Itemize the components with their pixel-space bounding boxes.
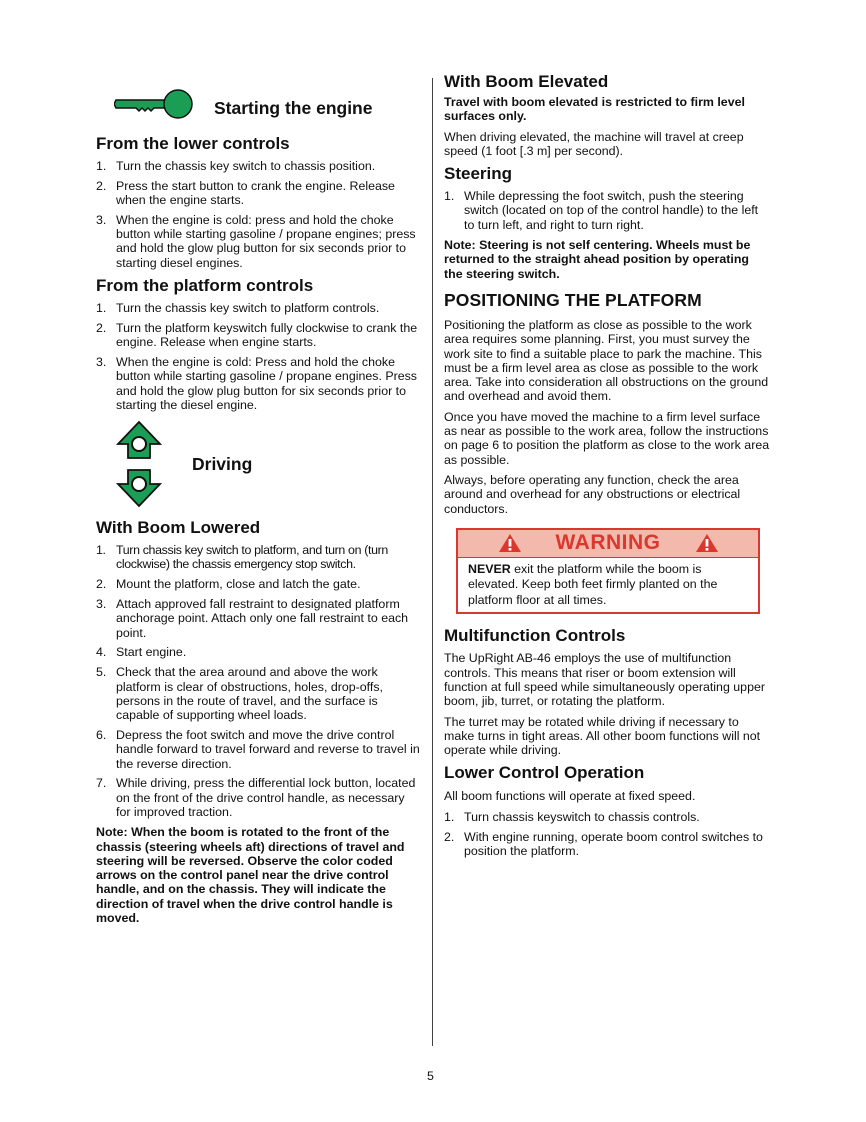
warning-triangle-icon — [695, 533, 719, 553]
list-item: 3. Attach approved fall restraint to designated platform anchorage point. Attach only one fall restraint to each point. — [96, 597, 409, 640]
list-item: 6. Depress the foot switch and move the drive control handle forward to travel forward and reverse to travel in the reverse direction. — [96, 727, 420, 771]
list-item: 1. Turn the chassis key switch to platform controls. — [96, 301, 380, 316]
steering-steps — [444, 189, 770, 232]
list-item: 7. While driving, press the differential lock button, located on the front of the drive control handle, as necessary for improved traction. — [96, 776, 416, 819]
right-column — [444, 72, 770, 864]
warning-triangle-icon — [498, 533, 522, 553]
elevated-restriction: Travel with boom elevated is restricted to firm level surfaces only. — [444, 95, 745, 124]
list-item: 3. When the engine is cold: Press and hold the choke button while starting gasoline / propane engines. Press and hold the glow plug button for six seconds prior to starting the diesel engine. — [96, 354, 418, 412]
multifunction-paragraph-1: The UpRight AB-46 employs the use of multifunction controls. This means that riser or boom extension will function at full speed while simultaneously operating upper boom, jib, turret, or rotating the platform. — [444, 651, 765, 709]
left-column — [96, 88, 422, 925]
list-item: 1. Turn chassis key switch to platform, and turn on (turn clockwise) the chassis emergency stop switch. — [96, 543, 388, 572]
key-icon — [114, 88, 194, 120]
driving-header — [116, 420, 422, 508]
warning-body — [458, 558, 758, 613]
warning-lead: NEVER — [468, 561, 511, 576]
list-item: 2. With engine running, operate boom control switches to position the platform. — [444, 829, 763, 858]
lower-control-operation-heading: Lower Control Operation — [444, 763, 645, 783]
platform-controls-steps — [96, 301, 422, 412]
steering-note: Note: Steering is not self centering. Wheels must be returned to the straight ahead position by operating the steering switch. — [444, 238, 751, 281]
drive-arrows-icon — [116, 420, 162, 508]
warning-box — [456, 528, 760, 615]
positioning-paragraph-2: Once you have moved the machine to a firm level surface as near as possible to the work area, follow the instructions on page 6 to position the platform as close to the work area as possible. — [444, 409, 770, 467]
boom-lowered-steps — [96, 543, 422, 819]
driving-title: Driving — [192, 453, 253, 474]
positioning-paragraph-3: Always, before operating any function, check the area around and overhead for any obstructions or electrical conductors. — [444, 472, 741, 516]
positioning-heading: POSITIONING THE PLATFORM — [444, 289, 702, 310]
warning-label: WARNING — [555, 531, 661, 555]
list-item: 5. Check that the area around and above the work platform is clear of obstructions, holes, drop-offs, persons in the route of travel, and the surface is capable of supporting wheel loads. — [96, 665, 383, 723]
page-number: 5 — [427, 1069, 434, 1083]
boom-lowered-heading: With Boom Lowered — [96, 518, 261, 538]
list-item: 1. Turn chassis keyswitch to chassis controls. — [444, 809, 700, 824]
boom-elevated-heading: With Boom Elevated — [444, 72, 609, 91]
lower-control-intro: All boom functions will operate at fixed speed. — [444, 789, 696, 804]
starting-engine-title: Starting the engine — [214, 97, 373, 118]
list-item: 1. Turn the chassis key switch to chassis position. — [96, 159, 376, 173]
list-item: 2. Turn the platform keyswitch fully clockwise to crank the engine. Release when engine starts. — [96, 320, 418, 350]
warning-text: exit the platform while the boom is elevated. Keep both feet firmly planted on the platform floor at all times. — [468, 561, 718, 607]
lower-control-steps — [444, 810, 770, 858]
lower-controls-heading: From the lower controls — [96, 134, 290, 153]
list-item: 3. When the engine is cold: press and hold the choke button while starting gasoline / propane engines; press and hold the glow plug button for six seconds prior to starting diesel engines. — [96, 212, 416, 270]
multifunction-paragraph-2: The turret may be rotated while driving if necessary to make turns in tight areas. All other boom functions will not operate while driving. — [444, 714, 761, 758]
list-item: 2. Press the start button to crank the engine. Release when the engine starts. — [96, 178, 395, 208]
lower-controls-steps — [96, 159, 422, 270]
elevated-speed-text: When driving elevated, the machine will travel at creep speed (1 foot [.3 m] per second). — [444, 129, 744, 158]
list-item: 2. Mount the platform, close and latch the gate. — [96, 577, 361, 592]
list-item: 1. While depressing the foot switch, push the steering switch (located on top of the control handle) to the left to turn left, and right to turn right. — [444, 189, 759, 232]
platform-controls-heading: From the platform controls — [96, 276, 314, 296]
list-item: 4. Start engine. — [96, 645, 187, 660]
boom-rotated-note: Note: When the boom is rotated to the front of the chassis (steering wheels aft) directions of travel and steering will be reversed. Observe the color coded arrows on the control panel near the drive control handle, and on the chassis. They will indicate the direction of travel when the drive control handle is moved. — [96, 825, 405, 925]
steering-heading: Steering — [444, 164, 513, 184]
positioning-paragraph-1: Positioning the platform as close as possible to the work area requires some planning. First, you must survey the work site to find a suitable place to park the machine. This must be a firm level area as close as possible to the work area. Take into consideration all obstructions on the ground and overhead and avoid them. — [444, 317, 769, 404]
warning-header — [458, 530, 758, 558]
starting-engine-header — [114, 88, 422, 120]
column-divider — [432, 78, 433, 1046]
multifunction-heading: Multifunction Controls — [444, 626, 626, 646]
